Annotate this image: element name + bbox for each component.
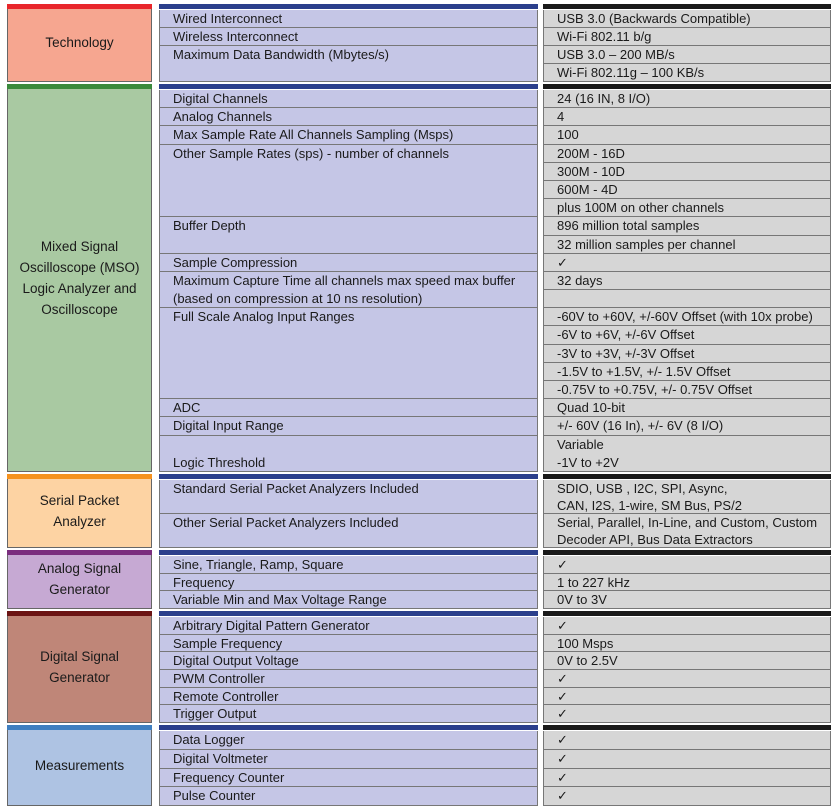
- feature-label-cell: [159, 769, 538, 788]
- feature-label: Buffer Depth: [173, 218, 246, 234]
- spec-value: -1.5V to +1.5V, +/- 1.5V Offset: [557, 363, 731, 379]
- spec-value: -1V to +2V: [557, 454, 619, 470]
- spec-value: 200M - 16D: [557, 145, 625, 161]
- spec-value-cell: [543, 652, 831, 670]
- spec-value-cell: [543, 731, 831, 750]
- spec-value-cell: [543, 10, 831, 28]
- feature-label: (based on compression at 10 ns resolution): [173, 291, 423, 307]
- feature-label: Sine, Triangle, Ramp, Square: [173, 557, 344, 572]
- feature-label-cell: [159, 731, 538, 750]
- feature-label: Data Logger: [173, 732, 245, 747]
- spec-value: 896 million total samples: [557, 218, 700, 234]
- spec-value-cell: [543, 480, 831, 514]
- feature-column-header-strip: [159, 474, 538, 479]
- spec-value-cell: [543, 769, 831, 788]
- feature-label-cell: [159, 145, 538, 218]
- category-label: Analog Signal Generator: [37, 561, 122, 597]
- feature-label: [173, 236, 537, 254]
- feature-label: Frequency: [173, 574, 235, 590]
- feature-label-cell: [159, 417, 538, 435]
- category-cell: [7, 84, 152, 472]
- spec-value-cell: [543, 436, 831, 472]
- feature-label: Frequency Counter: [173, 769, 285, 785]
- spec-value-cell: [543, 236, 831, 254]
- spec-value: 24 (16 IN, 8 I/O): [557, 91, 651, 106]
- feature-label-cell: [159, 108, 538, 126]
- category-cell: [7, 474, 152, 548]
- spec-value: 1 to 227 kHz: [557, 574, 630, 590]
- feature-label-cell: [159, 574, 538, 592]
- category-color-bar: [7, 550, 152, 555]
- checkmark-icon: ✓: [557, 557, 568, 572]
- feature-label: [173, 345, 537, 363]
- spec-value: 100: [557, 127, 579, 143]
- spec-value: 4: [557, 109, 565, 125]
- spec-value: +/- 60V (16 In), +/- 6V (8 I/O): [557, 418, 724, 434]
- feature-label: Trigger Output: [173, 706, 257, 722]
- feature-label: Max Sample Rate All Channels Sampling (Msps): [173, 127, 454, 143]
- spec-value: 32 days: [557, 272, 603, 288]
- feature-label-cell: [159, 254, 538, 272]
- spec-value: Wi-Fi 802.11g – 100 KB/s: [557, 65, 705, 80]
- spec-value-cell: [543, 308, 831, 326]
- category-cell: [7, 725, 152, 806]
- spec-value: -3V to +3V, +/-3V Offset: [557, 345, 695, 361]
- feature-label: Maximum Data Bandwidth (Mbytes/s): [173, 47, 390, 62]
- spec-value-cell: [543, 199, 831, 217]
- feature-label: [173, 326, 537, 344]
- feature-label-cell: [159, 480, 538, 514]
- feature-label: Variable Min and Max Voltage Range: [173, 592, 387, 608]
- feature-label-cell: [159, 126, 538, 144]
- feature-column-header-strip: [159, 611, 538, 616]
- feature-label: [173, 531, 537, 548]
- spec-value: 600M - 4D: [557, 181, 618, 197]
- spec-value: Variable: [557, 436, 604, 452]
- checkmark-icon: ✓: [557, 688, 568, 704]
- feature-label: [173, 381, 537, 399]
- spec-value-cell: [543, 399, 831, 417]
- feature-label-cell: [159, 670, 538, 688]
- feature-label: [173, 497, 537, 514]
- checkmark-icon: ✓: [557, 254, 568, 270]
- feature-label-cell: [159, 591, 538, 609]
- spec-value-cell: [543, 750, 831, 769]
- feature-label: Full Scale Analog Input Ranges: [173, 309, 355, 325]
- feature-label-cell: [159, 436, 538, 472]
- spec-value-cell: [543, 126, 831, 144]
- feature-label: [173, 199, 537, 217]
- spec-value-cell: [543, 181, 831, 199]
- spec-value-cell: [543, 254, 831, 272]
- spec-value: USB 3.0 – 200 MB/s: [557, 47, 675, 62]
- feature-label: Analog Channels: [173, 109, 273, 125]
- checkmark-icon: ✓: [557, 706, 568, 722]
- feature-label-cell: [159, 750, 538, 769]
- spec-value-cell: [543, 556, 831, 574]
- value-column-header-strip: [543, 4, 831, 9]
- spec-value: Serial, Parallel, In-Line, and Custom, Custom: [557, 515, 818, 530]
- spec-value: 100 Msps: [557, 635, 614, 651]
- feature-label: [173, 163, 537, 181]
- feature-label-cell: [159, 652, 538, 670]
- spec-value: 32 million samples per channel: [557, 236, 736, 252]
- checkmark-icon: ✓: [557, 750, 568, 766]
- feature-label: Other Serial Packet Analyzers Included: [173, 515, 399, 530]
- spec-value-cell: [543, 514, 831, 548]
- feature-label: Wired Interconnect: [173, 11, 283, 26]
- spec-value: -60V to +60V, +/-60V Offset (with 10x probe): [557, 309, 813, 325]
- feature-label-cell: [159, 217, 538, 253]
- category-cell: [7, 550, 152, 609]
- checkmark-icon: ✓: [557, 618, 568, 633]
- feature-label: Sample Compression: [173, 254, 298, 270]
- feature-label-cell: [159, 514, 538, 548]
- feature-label: Logic Threshold: [173, 454, 266, 470]
- spec-value: [557, 290, 830, 308]
- spec-value-cell: [543, 363, 831, 381]
- spec-value: plus 100M on other channels: [557, 200, 724, 216]
- spec-value-cell: [543, 787, 831, 806]
- feature-label-cell: [159, 617, 538, 635]
- feature-label: Pulse Counter: [173, 788, 256, 804]
- feature-label-cell: [159, 787, 538, 806]
- spec-value-cell: [543, 145, 831, 163]
- feature-label-cell: [159, 90, 538, 108]
- feature-label: Digital Channels: [173, 91, 268, 106]
- category-color-bar: [7, 725, 152, 730]
- spec-value-cell: [543, 90, 831, 108]
- category-color-bar: [7, 611, 152, 616]
- category-label: Digital Signal Generator: [40, 648, 119, 685]
- feature-label: [173, 64, 537, 82]
- spec-value-cell: [543, 64, 831, 82]
- feature-column-header-strip: [159, 84, 538, 89]
- feature-column-header-strip: [159, 550, 538, 555]
- category-label: Mixed Signal Oscilloscope (MSO) Logic Analyzer and Oscilloscope: [19, 238, 140, 317]
- spec-value: SDIO, USB , I2C, SPI, Async,: [557, 481, 728, 496]
- spec-value-cell: [543, 272, 831, 290]
- value-column-header-strip: [543, 84, 831, 89]
- spec-value: 0V to 2.5V: [557, 653, 618, 669]
- feature-label: Remote Controller: [173, 688, 279, 704]
- spec-value-cell: [543, 46, 831, 64]
- feature-label-cell: [159, 399, 538, 417]
- category-label: Measurements: [34, 757, 125, 773]
- category-label: Technology: [45, 35, 114, 50]
- feature-label-cell: [159, 688, 538, 706]
- spec-value-cell: [543, 326, 831, 344]
- checkmark-icon: ✓: [557, 732, 568, 747]
- feature-label: Standard Serial Packet Analyzers Included: [173, 481, 419, 496]
- feature-column-header-strip: [159, 4, 538, 9]
- spec-value-cell: [543, 28, 831, 46]
- spec-value-cell: [543, 345, 831, 363]
- spec-value-cell: [543, 591, 831, 609]
- feature-label: Digital Voltmeter: [173, 750, 268, 766]
- spec-value: 0V to 3V: [557, 592, 607, 608]
- spec-value: CAN, I2S, 1-wire, SM Bus, PS/2: [557, 498, 742, 513]
- spec-value-cell: [543, 108, 831, 126]
- value-column-header-strip: [543, 725, 831, 730]
- spec-value-cell: [543, 670, 831, 688]
- spec-value: -0.75V to +0.75V, +/- 0.75V Offset: [557, 382, 753, 398]
- spec-value: Decoder API, Bus Data Extractors: [557, 532, 753, 547]
- feature-label: Arbitrary Digital Pattern Generator: [173, 618, 370, 633]
- checkmark-icon: ✓: [557, 671, 568, 686]
- value-column-header-strip: [543, 474, 831, 479]
- feature-label: ADC: [173, 400, 201, 416]
- value-column-header-strip: [543, 611, 831, 616]
- value-column-header-strip: [543, 550, 831, 555]
- feature-label-cell: [159, 705, 538, 723]
- feature-label-cell: [159, 272, 538, 308]
- feature-label-cell: [159, 635, 538, 653]
- feature-label: [173, 436, 537, 454]
- feature-label: Sample Frequency: [173, 635, 283, 651]
- spec-value-cell: [543, 417, 831, 435]
- category-color-bar: [7, 474, 152, 479]
- spec-value-cell: [543, 688, 831, 706]
- feature-column-header-strip: [159, 725, 538, 730]
- spec-value-cell: [543, 290, 831, 308]
- spec-value: -6V to +6V, +/-6V Offset: [557, 327, 695, 343]
- spec-value-cell: [543, 217, 831, 235]
- feature-label: PWM Controller: [173, 671, 265, 686]
- spec-value-cell: [543, 705, 831, 723]
- feature-label: [173, 363, 537, 381]
- feature-label: Maximum Capture Time all channels max speed max buffer: [173, 272, 516, 288]
- category-label: Serial Packet Analyzer: [39, 492, 120, 529]
- spec-value-cell: [543, 574, 831, 592]
- feature-label: [173, 181, 537, 199]
- spec-value-cell: [543, 635, 831, 653]
- spec-value-cell: [543, 381, 831, 399]
- feature-label-cell: [159, 556, 538, 574]
- feature-label: Digital Output Voltage: [173, 653, 299, 669]
- feature-label-cell: [159, 46, 538, 82]
- spec-value: 300M - 10D: [557, 163, 625, 179]
- feature-label-cell: [159, 308, 538, 399]
- checkmark-icon: ✓: [557, 788, 568, 804]
- feature-label: Digital Input Range: [173, 418, 284, 434]
- checkmark-icon: ✓: [557, 769, 568, 785]
- feature-label: Other Sample Rates (sps) - number of channels: [173, 145, 450, 161]
- spec-value: Quad 10-bit: [557, 400, 625, 416]
- spec-value: Wi-Fi 802.11 b/g: [557, 29, 652, 44]
- category-cell: [7, 611, 152, 723]
- spec-value-cell: [543, 617, 831, 635]
- spec-value-cell: [543, 163, 831, 181]
- feature-label-cell: [159, 28, 538, 46]
- feature-label: Wireless Interconnect: [173, 29, 298, 44]
- spec-value: USB 3.0 (Backwards Compatible): [557, 11, 751, 26]
- feature-label-cell: [159, 10, 538, 28]
- category-color-bar: [7, 84, 152, 89]
- category-color-bar: [7, 4, 152, 9]
- category-cell: [7, 4, 152, 82]
